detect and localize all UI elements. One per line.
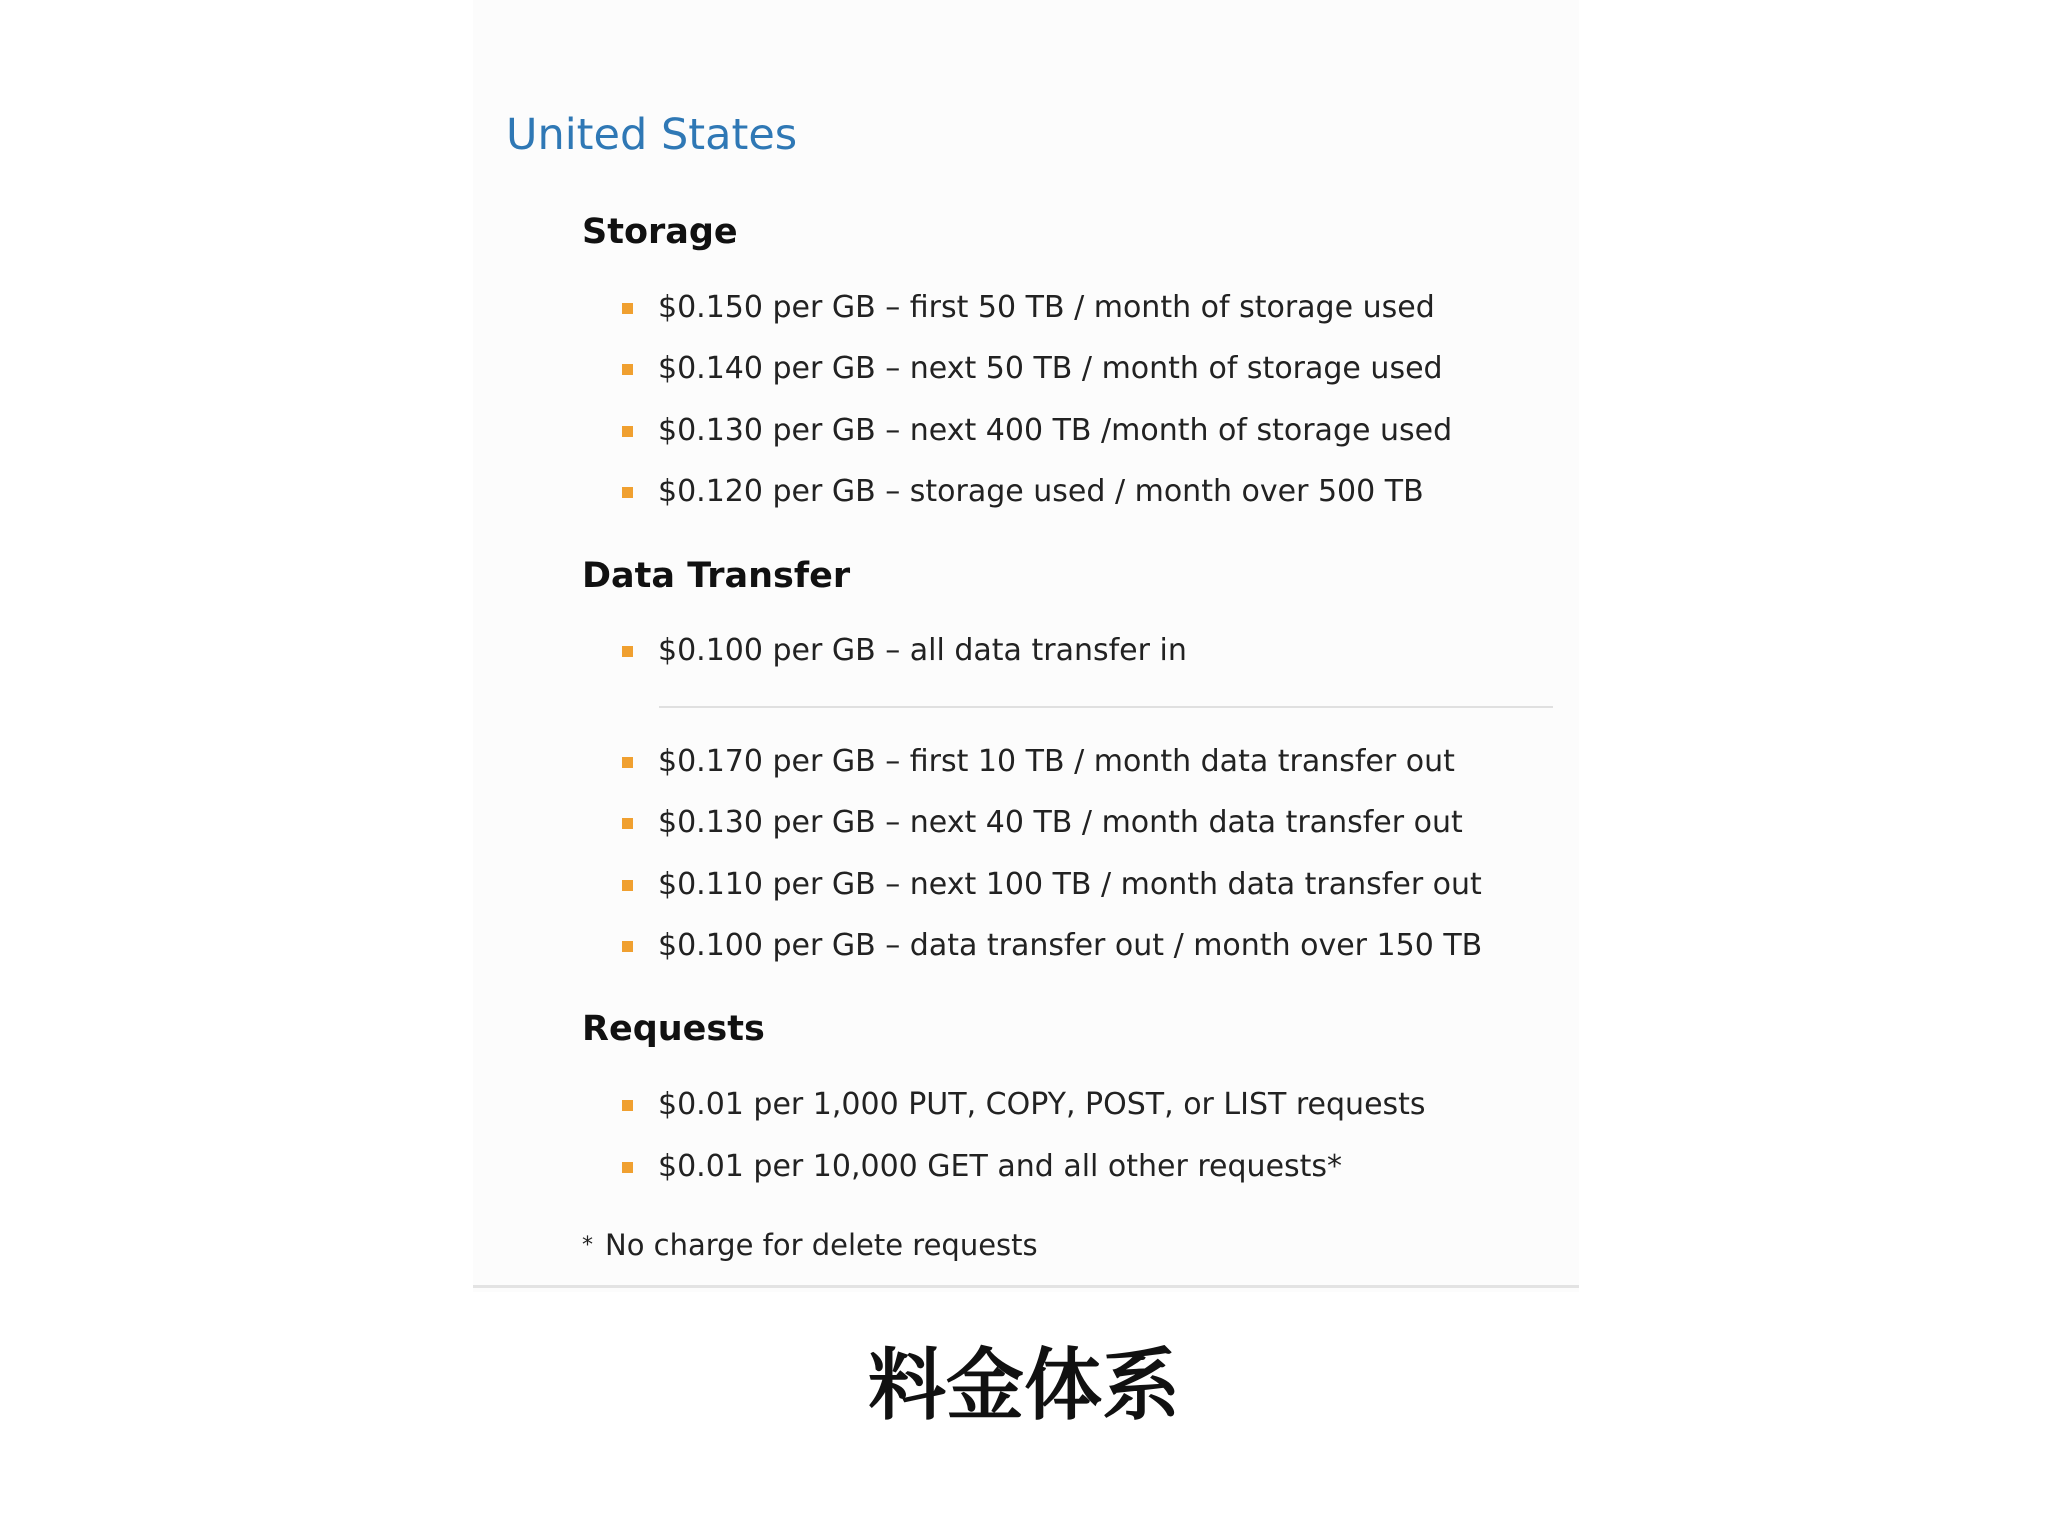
list-item-text: $0.150 per GB – first 50 TB / month of storage used	[658, 290, 1435, 325]
bullet-icon	[622, 426, 633, 437]
list-item-text: $0.110 per GB – next 100 TB / month data transfer out	[658, 867, 1482, 902]
bullet-icon	[622, 364, 633, 375]
bullet-icon	[622, 880, 633, 891]
divider	[659, 706, 1553, 708]
list-item	[622, 472, 1424, 512]
list-item	[622, 803, 1463, 843]
bottom-rule	[473, 1285, 1579, 1288]
list-item	[622, 1147, 1342, 1187]
bullet-icon	[622, 941, 633, 952]
bullet-icon	[622, 303, 633, 314]
list-item-text: $0.01 per 1,000 PUT, COPY, POST, or LIST requests	[658, 1087, 1426, 1122]
requests-heading: Requests	[582, 1009, 765, 1049]
list-item	[622, 742, 1455, 782]
bullet-icon	[622, 818, 633, 829]
list-item	[622, 865, 1482, 905]
list-item-text: $0.170 per GB – first 10 TB / month data transfer out	[658, 744, 1455, 779]
list-item	[622, 926, 1482, 966]
list-item-text: $0.120 per GB – storage used / month over 500 TB	[658, 474, 1424, 509]
bullet-icon	[622, 1162, 633, 1173]
list-item	[622, 349, 1443, 389]
list-item-text: $0.100 per GB – data transfer out / month over 150 TB	[658, 928, 1483, 963]
list-item-text: $0.100 per GB – all data transfer in	[658, 633, 1187, 668]
list-item	[622, 288, 1435, 328]
footnote-marker: *	[582, 1232, 593, 1258]
list-item	[622, 631, 1187, 671]
footnote-text: No charge for delete requests	[605, 1227, 1038, 1262]
list-item	[622, 411, 1452, 451]
region-title[interactable]: United States	[506, 110, 798, 160]
data-transfer-heading: Data Transfer	[582, 556, 851, 596]
bullet-icon	[622, 757, 633, 768]
list-item-text: $0.130 per GB – next 40 TB / month data transfer out	[658, 805, 1463, 840]
list-item	[622, 1085, 1426, 1125]
bullet-icon	[622, 646, 633, 657]
slide-caption: 料金体系	[867, 1341, 1180, 1431]
list-item-text: $0.130 per GB – next 400 TB /month of storage used	[658, 413, 1453, 448]
list-item-text: $0.140 per GB – next 50 TB / month of storage used	[658, 351, 1443, 386]
bullet-icon	[622, 487, 633, 498]
footnote	[582, 1225, 1038, 1265]
list-item-text: $0.01 per 10,000 GET and all other requests*	[658, 1149, 1343, 1184]
storage-heading: Storage	[582, 212, 738, 252]
bullet-icon	[622, 1100, 633, 1111]
